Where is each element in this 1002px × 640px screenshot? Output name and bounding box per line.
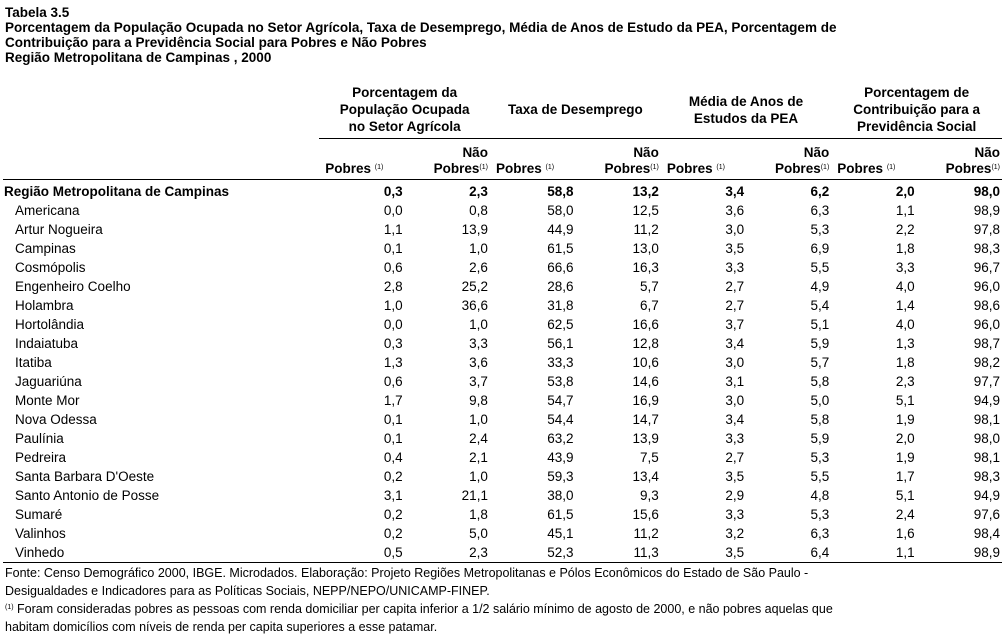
subheader-pobres: Pobres $^{(1)}$ xyxy=(831,139,916,180)
cell-value: 2,4 xyxy=(895,507,915,522)
cell-value: 58,0 xyxy=(547,203,574,218)
cell-value: 16,9 xyxy=(632,393,659,408)
cell-value: 98,9 xyxy=(917,543,1002,563)
cell-value: 3,3 xyxy=(895,260,915,275)
cell-value: 43,9 xyxy=(547,450,574,465)
cell-value: 1,1 xyxy=(831,543,916,563)
cell-value: 5,1 xyxy=(895,393,915,408)
cell-value: 1,0 xyxy=(469,317,488,332)
note-mark: (1) xyxy=(991,164,1000,171)
table-row xyxy=(3,467,1002,486)
cell-value: 5,1 xyxy=(810,317,830,332)
cell-value: 3,5 xyxy=(725,241,745,256)
cell-value: 53,8 xyxy=(547,374,574,389)
cell-value: 94,9 xyxy=(973,488,1000,503)
cell-value: 3,7 xyxy=(469,374,488,389)
row-label: Americana xyxy=(15,203,80,218)
cell-value: 6,9 xyxy=(810,241,830,256)
cell-value: 36,6 xyxy=(461,298,488,313)
data-table xyxy=(3,81,1002,563)
cell-value: 63,2 xyxy=(547,431,574,446)
cell-value: 1,9 xyxy=(895,412,915,427)
cell-value: 1,0 xyxy=(469,412,488,427)
cell-value: 13,9 xyxy=(632,431,659,446)
note-mark: (1) xyxy=(545,164,555,171)
table-number: Tabela 3.5 xyxy=(5,5,70,20)
cell-value: 15,6 xyxy=(632,507,659,522)
cell-value: 2,6 xyxy=(469,260,488,275)
cell-value: 3,3 xyxy=(725,260,745,275)
cell-value: 3,1 xyxy=(383,488,403,503)
table-row xyxy=(3,258,1002,277)
cell-value: 0,2 xyxy=(383,507,403,522)
title-line: Porcentagem da População Ocupada no Setor Agrícola, Taxa de Desemprego, Média de Anos de Estudo da PEA, Porcentagem de xyxy=(5,20,837,35)
cell-value: 5,5 xyxy=(810,469,830,484)
cell-value: 98,0 xyxy=(973,184,1000,199)
cell-value: 44,9 xyxy=(547,222,574,237)
cell-value: 5,0 xyxy=(469,526,488,541)
row-label: Engenheiro Coelho xyxy=(15,279,131,294)
cell-value: 0,0 xyxy=(383,203,403,218)
cell-value: 0,1 xyxy=(383,241,403,256)
row-label: Itatiba xyxy=(15,355,52,370)
table-row xyxy=(3,505,1002,524)
group-header-row xyxy=(3,81,1002,139)
cell-value: 5,1 xyxy=(895,488,915,503)
cell-value: 5,3 xyxy=(810,222,830,237)
cell-value: 3,6 xyxy=(725,203,745,218)
cell-value: 1,9 xyxy=(895,450,915,465)
cell-value: 0,1 xyxy=(383,412,403,427)
cell-value: 96,7 xyxy=(973,260,1000,275)
row-label: Nova Odessa xyxy=(15,412,97,427)
footnote-mark: (1) xyxy=(5,604,14,611)
cell-value: 97,6 xyxy=(973,507,1000,522)
cell-value: 96,0 xyxy=(973,279,1000,294)
cell-value: 16,3 xyxy=(632,260,659,275)
cell-value: 4,8 xyxy=(810,488,830,503)
row-label: Região Metropolitana de Campinas xyxy=(4,184,230,199)
table-row xyxy=(3,353,1002,372)
row-label: Artur Nogueira xyxy=(15,222,103,237)
subheader-pobres: Pobres $^{(1)}$ xyxy=(490,139,576,180)
note-mark: (1) xyxy=(716,164,725,171)
cell-value: 38,0 xyxy=(547,488,574,503)
group-header-previdencia: Porcentagem de Contribuição para a Previdência Social xyxy=(831,81,1002,139)
cell-value: 25,2 xyxy=(461,279,488,294)
cell-value: 13,0 xyxy=(632,241,659,256)
cell-value: 98,7 xyxy=(973,336,1000,351)
subheader-pobres: Pobres $^{(1)}$ xyxy=(319,139,404,180)
row-label: Santa Barbara D'Oeste xyxy=(15,469,155,484)
cell-value: 0,6 xyxy=(383,374,403,389)
cell-value: 45,1 xyxy=(547,526,574,541)
note-mark: (1) xyxy=(820,164,830,171)
cell-value: 3,3 xyxy=(725,507,745,522)
cell-value: 97,8 xyxy=(973,222,1000,237)
cell-value: 6,2 xyxy=(810,184,830,199)
cell-value: 97,7 xyxy=(973,374,1000,389)
cell-value: 94,9 xyxy=(973,393,1000,408)
source-line: Fonte: Censo Demográfico 2000, IBGE. Microdados. Elaboração: Projeto Regiões Metropolitanas e Pólos Econômicos do Estado de São Paulo - xyxy=(5,566,809,580)
cell-value: 98,3 xyxy=(973,241,1000,256)
cell-value: 62,5 xyxy=(547,317,574,332)
subheader-nao-pobres: Não Pobres$^{(1)}$ xyxy=(746,139,831,180)
table-row xyxy=(3,543,1002,563)
cell-value: 2,9 xyxy=(725,488,745,503)
cell-value: 0,5 xyxy=(319,543,404,563)
cell-value: 5,0 xyxy=(810,393,830,408)
row-label: Vinhedo xyxy=(3,543,319,563)
cell-value: 98,1 xyxy=(973,412,1000,427)
cell-value: 3,4 xyxy=(725,184,745,199)
cell-value: 10,6 xyxy=(632,355,659,370)
cell-value: 13,9 xyxy=(461,222,488,237)
footnote-continuation: habitam domicílios com níveis de renda per capita superiores a esse patamar. xyxy=(5,620,438,634)
cell-value: 1,8 xyxy=(469,507,488,522)
cell-value: 4,0 xyxy=(895,317,915,332)
note-mark: (1) xyxy=(886,164,896,171)
corner-cell xyxy=(3,139,319,180)
table-row xyxy=(3,315,1002,334)
table-row xyxy=(3,239,1002,258)
cell-value: 1,6 xyxy=(895,526,915,541)
cell-value: 54,4 xyxy=(547,412,574,427)
cell-value: 21,1 xyxy=(461,488,488,503)
cell-value: 5,7 xyxy=(810,355,830,370)
cell-value: 16,6 xyxy=(632,317,659,332)
cell-value: 3,3 xyxy=(725,431,745,446)
cell-value: 0,2 xyxy=(383,526,403,541)
cell-value: 2,3 xyxy=(469,184,488,199)
cell-value: 9,8 xyxy=(469,393,488,408)
cell-value: 0,8 xyxy=(469,203,488,218)
cell-value: 13,4 xyxy=(632,469,659,484)
cell-value: 13,2 xyxy=(632,184,659,199)
cell-value: 2,0 xyxy=(895,184,915,199)
subheader-pobres: Pobres $^{(1)}$ xyxy=(661,139,746,180)
cell-value: 2,8 xyxy=(383,279,403,294)
note-mark: (1) xyxy=(650,164,659,171)
note-mark: (1) xyxy=(479,164,488,171)
cell-value: 11,2 xyxy=(633,526,659,541)
subheader-nao-pobres: Não Pobres$^{(1)}$ xyxy=(917,139,1002,180)
table-row xyxy=(3,410,1002,429)
cell-value: 3,0 xyxy=(725,355,745,370)
table-footer xyxy=(5,564,997,636)
cell-value: 2,3 xyxy=(405,543,490,563)
title-region-year: Região Metropolitana de Campinas , 2000 xyxy=(5,50,272,65)
cell-value: 52,3 xyxy=(490,543,576,563)
cell-value: 5,9 xyxy=(810,336,830,351)
cell-value: 3,2 xyxy=(725,526,745,541)
cell-value: 0,1 xyxy=(383,431,403,446)
subheader-nao-pobres: Não Pobres$^{(1)}$ xyxy=(405,139,490,180)
cell-value: 5,7 xyxy=(640,279,659,294)
cell-value: 6,7 xyxy=(640,298,659,313)
cell-value: 56,1 xyxy=(547,336,574,351)
cell-value: 4,0 xyxy=(895,279,915,294)
cell-value: 5,4 xyxy=(810,298,830,313)
cell-value: 3,6 xyxy=(469,355,488,370)
cell-value: 3,7 xyxy=(725,317,745,332)
sub-header-row xyxy=(3,139,1002,180)
cell-value: 98,6 xyxy=(973,298,1000,313)
cell-value: 1,7 xyxy=(383,393,403,408)
cell-value: 58,8 xyxy=(547,184,574,199)
cell-value: 1,7 xyxy=(895,469,915,484)
cell-value: 0,3 xyxy=(383,184,403,199)
table-row xyxy=(3,372,1002,391)
cell-value: 2,1 xyxy=(469,450,488,465)
cell-value: 1,3 xyxy=(383,355,403,370)
row-label: Sumaré xyxy=(15,507,63,522)
cell-value: 5,3 xyxy=(810,507,830,522)
table-row xyxy=(3,524,1002,543)
group-header-desemprego: Taxa de Desemprego xyxy=(490,81,661,139)
cell-value: 2,7 xyxy=(725,279,745,294)
cell-value: 12,8 xyxy=(632,336,659,351)
row-label: Jaguariúna xyxy=(15,374,82,389)
row-label: Hortolândia xyxy=(15,317,85,332)
cell-value: 1,8 xyxy=(895,241,915,256)
cell-value: 2,0 xyxy=(895,431,915,446)
cell-value: 3,3 xyxy=(469,336,488,351)
table-row xyxy=(3,429,1002,448)
cell-value: 3,5 xyxy=(725,469,745,484)
group-header-estudo: Média de Anos de Estudos da PEA xyxy=(661,81,831,139)
cell-value: 12,5 xyxy=(632,203,659,218)
cell-value: 98,0 xyxy=(973,431,1000,446)
cell-value: 98,4 xyxy=(973,526,1000,541)
row-label: Holambra xyxy=(15,298,74,313)
cell-value: 7,5 xyxy=(640,450,659,465)
table-row xyxy=(3,220,1002,239)
cell-value: 0,6 xyxy=(383,260,403,275)
table-row xyxy=(3,277,1002,296)
cell-value: 1,8 xyxy=(895,355,915,370)
cell-value: 0,3 xyxy=(383,336,403,351)
table-row xyxy=(3,448,1002,467)
source-line: Desigualdades e Indicadores para as Políticas Sociais, NEPP/NEPO/UNICAMP-FINEP. xyxy=(5,584,490,598)
footnote: $^{(1)}$ Foram consideradas pobres as pessoas com renda domiciliar per capita inferior a 1/2 salário mínimo de agosto de 2000, e não pobres aquelas que xyxy=(5,602,833,616)
cell-value: 96,0 xyxy=(973,317,1000,332)
cell-value: 61,5 xyxy=(547,507,574,522)
cell-value: 3,4 xyxy=(725,412,745,427)
cell-value: 1,0 xyxy=(469,469,488,484)
cell-value: 54,7 xyxy=(547,393,574,408)
cell-value: 6,4 xyxy=(746,543,831,563)
cell-value: 2,7 xyxy=(725,450,745,465)
table-row xyxy=(3,201,1002,220)
cell-value: 59,3 xyxy=(547,469,574,484)
cell-value: 3,4 xyxy=(725,336,745,351)
cell-value: 98,9 xyxy=(973,203,1000,218)
cell-value: 3,1 xyxy=(725,374,745,389)
cell-value: 3,0 xyxy=(725,393,745,408)
cell-value: 2,4 xyxy=(469,431,488,446)
cell-value: 6,3 xyxy=(810,526,830,541)
row-label: Santo Antonio de Posse xyxy=(15,488,160,503)
row-label: Valinhos xyxy=(15,526,66,541)
cell-value: 2,2 xyxy=(895,222,915,237)
cell-value: 31,8 xyxy=(547,298,574,313)
cell-value: 2,7 xyxy=(725,298,745,313)
cell-value: 5,8 xyxy=(810,412,830,427)
cell-value: 0,4 xyxy=(383,450,403,465)
cell-value: 6,3 xyxy=(810,203,830,218)
cell-value: 66,6 xyxy=(547,260,574,275)
corner-cell xyxy=(3,81,319,139)
cell-value: 1,1 xyxy=(895,203,915,218)
cell-value: 5,5 xyxy=(810,260,830,275)
subheader-nao-pobres: Não Pobres$^{(1)}$ xyxy=(575,139,660,180)
cell-value: 0,2 xyxy=(383,469,403,484)
cell-value: 9,3 xyxy=(640,488,659,503)
table-title xyxy=(5,5,995,65)
row-label: Monte Mor xyxy=(15,393,80,408)
note-mark: (1) xyxy=(374,164,384,171)
cell-value: 98,3 xyxy=(973,469,1000,484)
cell-value: 33,3 xyxy=(547,355,574,370)
cell-value: 5,9 xyxy=(810,431,830,446)
cell-value: 0,0 xyxy=(383,317,403,332)
table-row xyxy=(3,391,1002,410)
cell-value: 11,3 xyxy=(575,543,660,563)
cell-value: 98,1 xyxy=(973,450,1000,465)
cell-value: 1,0 xyxy=(469,241,488,256)
row-label: Pedreira xyxy=(15,450,67,465)
cell-value: 14,6 xyxy=(632,374,659,389)
cell-value: 1,4 xyxy=(895,298,915,313)
cell-value: 11,2 xyxy=(633,222,659,237)
row-label: Paulínia xyxy=(15,431,64,446)
table-row xyxy=(3,334,1002,353)
row-label: Indaiatuba xyxy=(15,336,79,351)
cell-value: 1,1 xyxy=(383,222,403,237)
table-row xyxy=(3,486,1002,505)
cell-value: 14,7 xyxy=(632,412,659,427)
cell-value: 5,3 xyxy=(810,450,830,465)
cell-value: 98,2 xyxy=(973,355,1000,370)
cell-value: 3,5 xyxy=(661,543,746,563)
cell-value: 4,9 xyxy=(810,279,830,294)
cell-value: 1,0 xyxy=(383,298,403,313)
cell-value: 5,8 xyxy=(810,374,830,389)
table-row xyxy=(3,296,1002,315)
title-line: Contribuição para a Previdência Social para Pobres e Não Pobres xyxy=(5,35,427,50)
row-label: Cosmópolis xyxy=(15,260,86,275)
cell-value: 1,3 xyxy=(895,336,915,351)
cell-value: 3,0 xyxy=(725,222,745,237)
total-row xyxy=(3,180,1002,202)
cell-value: 2,3 xyxy=(895,374,915,389)
row-label: Campinas xyxy=(15,241,76,256)
group-header-agricola: Porcentagem da População Ocupada no Setor Agrícola xyxy=(319,81,490,139)
cell-value: 61,5 xyxy=(547,241,574,256)
cell-value: 28,6 xyxy=(547,279,574,294)
